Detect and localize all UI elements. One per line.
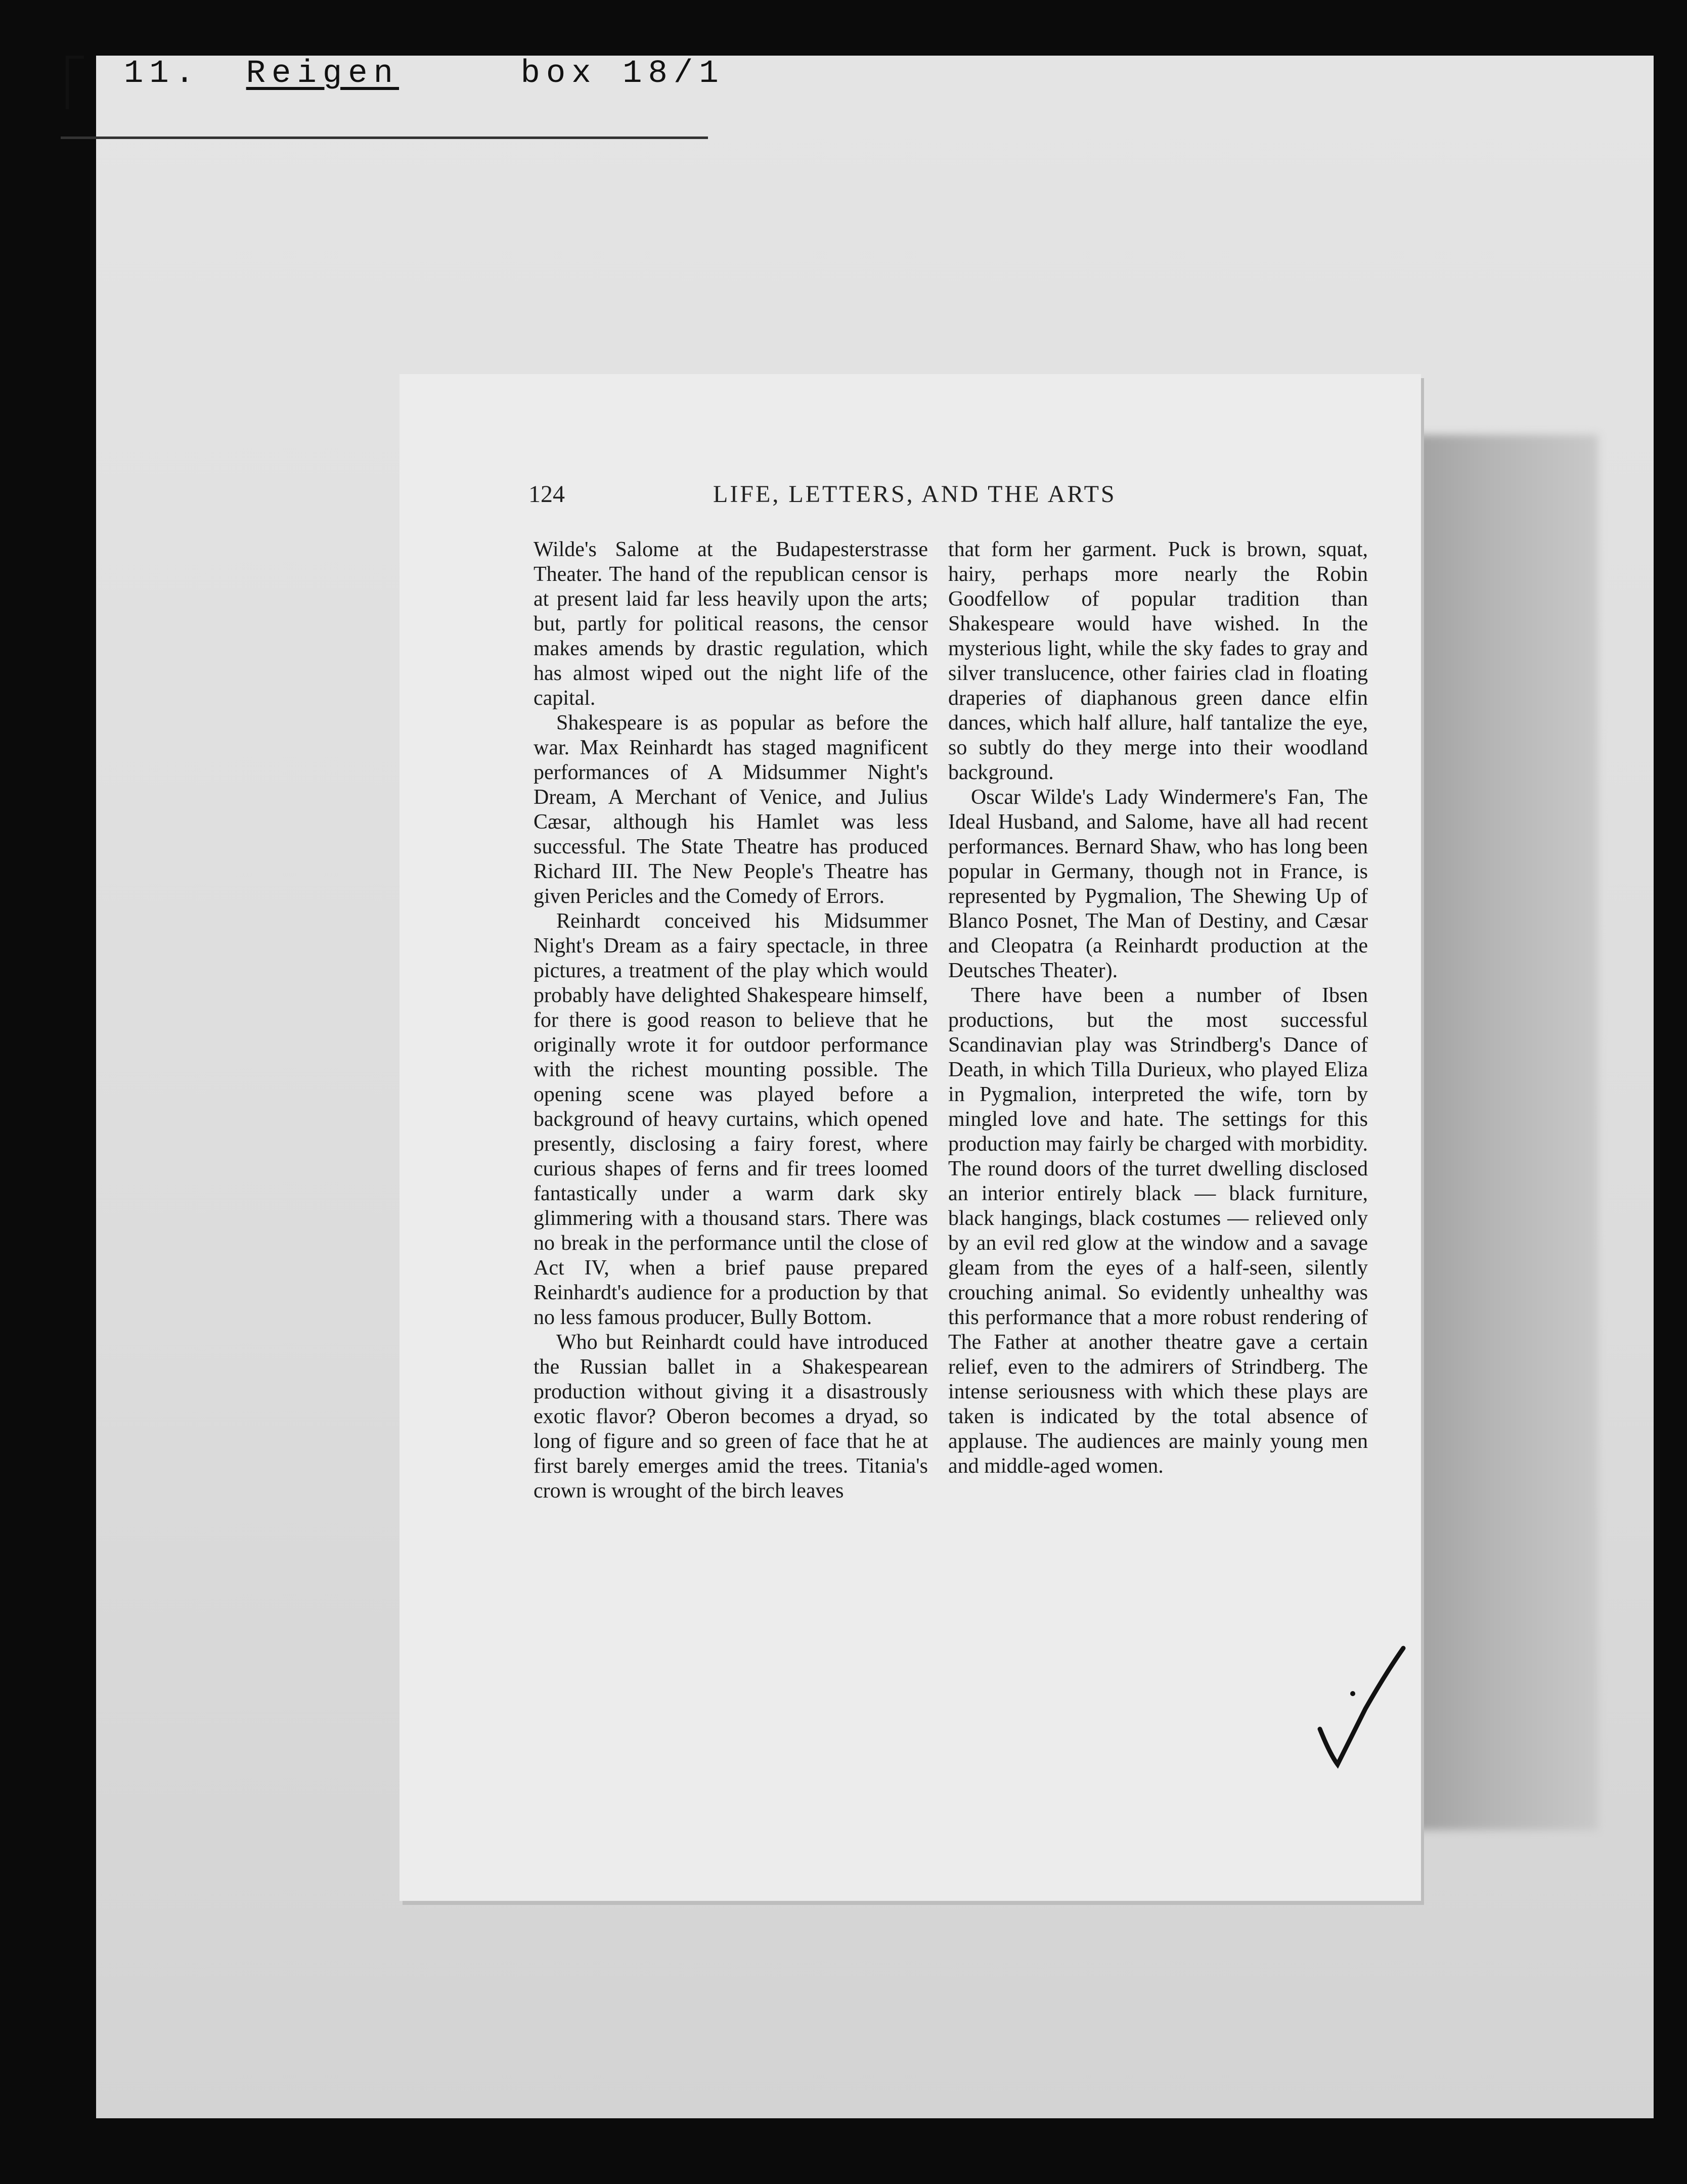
checkmark-icon — [1310, 1638, 1411, 1790]
label-number: 11. — [124, 56, 201, 92]
paragraph: There have been a number of Ibsen productions, but the most successful Scandinavian play was Strindberg's Dance of Death, in which Tilla Durieux, who played Eliza in Pygmalion, interpreted the wife, torn by mingled love and hate. The settings for this production may fairly be charged with morbidity. The round doors of the turret dwelling disclosed an interior entirely black — black furniture, black hangings, black costumes — relieved only by an evil red glow at the window and a savage gleam from the eyes of a half-seen, silently crouching animal. So evidently unhealthy was this performance that a more robust rendering of The Father at another theatre gave a certain relief, even to the admirers of Strindberg. The intense seriousness with which these plays are taken is indicated by the total absence of applause. The audiences are mainly young men and middle-aged women. — [948, 984, 1368, 1478]
paragraph: Shakespeare is as popular as before the war. Max Reinhardt has staged magnificent performances of A Midsummer Night's Dream, A Merchant of Venice, and Julius Cæsar, although his Hamlet was less successful. The State Theatre has produced Richard III. The New People's Theatre has given Pericles and the Comedy of Errors. — [534, 711, 928, 908]
paragraph: Oscar Wilde's Lady Windermere's Fan, The Ideal Husband, and Salome, have all had recent performances. Bernard Shaw, who has long been popular in Germany, though not in France, is represented by Pygmalion, The Shewing Up of Blanco Posnet, The Man of Destiny, and Cæsar and Cleopatra (a Reinhardt production at the Deutsches Theater). — [948, 786, 1368, 982]
right-column — [948, 537, 1368, 1479]
paragraph: Wilde's Salome at the Budapesterstrasse Theater. The hand of the republican censor is at present laid far less heavily upon the arts; but, partly for political reasons, the censor makes amends by drastic regulation, which has almost wiped out the night life of the capital. — [534, 538, 928, 710]
paragraph: Reinhardt conceived his Midsummer Night's Dream as a fairy spectacle, in three pictures, a treatment of the play which would probably have delighted Shakespeare himself, for there is good reason to believe that he originally wrote it for outdoor performance with the richest mounting possible. The opening scene was played before a background of heavy curtains, which opened presently, disclosing a fairy forest, where curious shapes of ferns and fir trees loomed fantastically under a warm dark sky glimmering with a thousand stars. There was no break in the performance until the close of Act IV, when a brief pause prepared Reinhardt's audience for a production by that no less famous producer, Bully Bottom. — [534, 909, 928, 1329]
paragraph: that form her garment. Puck is brown, squat, hairy, perhaps more nearly the Robin Goodfellow of popular tradition than Shakespeare would have wished. In the mysterious light, while the sky fades to gray and silver translucence, other fairies clad in floating draperies of diaphanous green dance elfin dances, which half allure, half tantalize the eye, so subtly do they merge into their woodland background. — [948, 538, 1368, 784]
page-number: 124 — [528, 481, 565, 508]
corner-mark — [66, 56, 84, 109]
label-box: box 18/1 — [520, 56, 725, 92]
archive-label — [124, 56, 725, 92]
paragraph: Who but Reinhardt could have introduced the Russian ballet in a Shakespearean production without giving it a disastrously exotic flavor? Oberon becomes a dryad, so long of figure and so green of face that he at first barely emerges amid the trees. Titania's crown is wrought of the birch leaves — [534, 1331, 928, 1503]
left-column — [534, 537, 928, 1504]
running-title: LIFE, LETTERS, AND THE ARTS — [713, 481, 1117, 508]
label-title: Reigen — [246, 56, 399, 92]
